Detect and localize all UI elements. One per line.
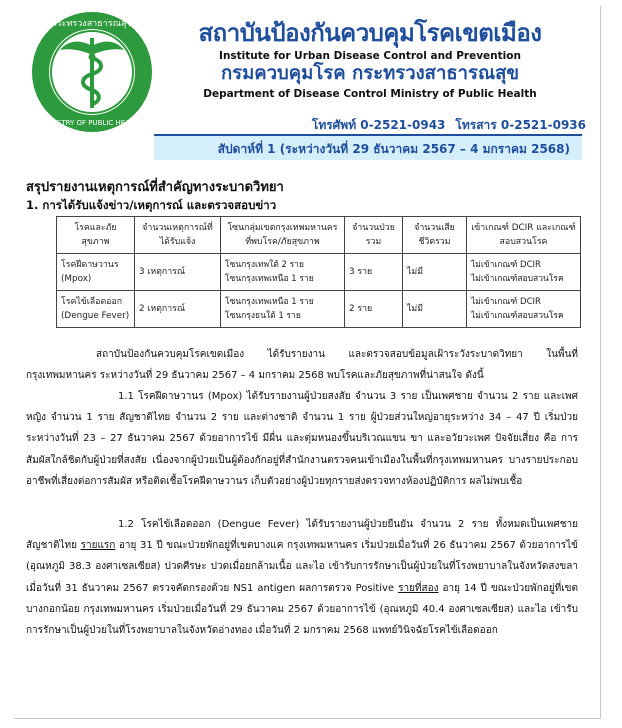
col-header-deaths: จำนวนเสียชีวิตรวม xyxy=(403,217,467,254)
criteria-line: ไม่เข้าเกณฑ์ DCIR xyxy=(471,260,541,270)
table-header-row xyxy=(57,217,581,254)
intro-text: สถาบันป้องกันควบคุมโรคเขตเมือง ได้รับรายงาน และตรวจสอบข้อมูลเฝ้าระวังระบาดวิทยา ในพื้นที่กรุงเทพมหานคร ระหว่างวันที่ 29 ธันวาคม 2567 – 4 มกราคม 2568 พบโรคและภัยสุขภาพที่น่าสนใจ ดังนี้ xyxy=(26,349,578,382)
org-name-th: สถาบันป้องกันควบคุมโรคเขตเมือง xyxy=(198,19,542,47)
contact-line xyxy=(302,116,586,135)
table-row xyxy=(57,291,581,328)
col-header-zone: โซนกลุ่มเขตกรุงเทพมหานครที่พบโรค/ภัยสุขภาพ xyxy=(221,217,345,254)
cell-cases: 3 ราย xyxy=(345,254,403,291)
zone-line: โซนกรุงธนใต้ 1 ราย xyxy=(225,311,301,321)
col-header-disease: โรคและภัยสุขภาพ xyxy=(57,217,135,254)
cell-zone xyxy=(221,291,345,328)
zone-line: โซนกรุงเทพเหนือ 1 ราย xyxy=(225,274,314,284)
col-header-events: จำนวนเหตุการณ์ที่ได้รับแจ้ง xyxy=(135,217,221,254)
zone-line: โซนกรุงเทพเหนือ 1 ราย xyxy=(225,297,314,307)
criteria-line: ไม่เข้าเกณฑ์ DCIR xyxy=(471,297,541,307)
cell-events: 2 เหตุการณ์ xyxy=(135,291,221,328)
dept-name-en: Department of Disease Control Ministry of Public Health xyxy=(203,88,537,100)
criteria-line: ไม่เข้าเกณฑ์สอบสวนโรค xyxy=(471,274,564,284)
disease-name: โรคฝีดาษวานร xyxy=(61,260,119,270)
dept-name-th: กรมควบคุมโรค กระทรวงสาธารณสุข xyxy=(220,63,520,84)
report-title: สรุปรายงานเหตุการณ์ที่สำคัญทางระบาดวิทยา xyxy=(26,180,284,195)
dengue-paragraph xyxy=(26,514,578,641)
disease-name-en: (Dengue Fever) xyxy=(61,311,130,321)
first-case-label: รายแรก xyxy=(80,540,116,552)
col-header-cases: จำนวนป่วยรวม xyxy=(345,217,403,254)
event-summary-table xyxy=(56,216,581,328)
disease-name: โรคไข้เลือดออก xyxy=(61,297,123,307)
cell-criteria xyxy=(467,291,581,328)
cell-zone xyxy=(221,254,345,291)
org-name-en: Institute for Urban Disease Control and Prevention xyxy=(219,50,521,62)
section-1-title: 1. การได้รับแจ้งข่าว/เหตุการณ์ และตรวจสอบข่าว xyxy=(26,198,277,212)
cell-events: 3 เหตุการณ์ xyxy=(135,254,221,291)
intro-paragraph xyxy=(26,344,578,386)
disease-name-en: (Mpox) xyxy=(61,274,92,284)
cell-deaths: ไม่มี xyxy=(403,254,467,291)
cell-deaths: ไม่มี xyxy=(403,291,467,328)
cell-cases: 2 ราย xyxy=(345,291,403,328)
dengue-text: อายุ 31 ปี ขณะป่วยพักอยู่ที่เขตบางแค กรุงเทพมหานคร เริ่มป่วยเมื่อวันที่ 26 ธันวาคม 2567 ด้วยอาการไข้ (อุณหภูมิ 38.3 องศาเซลเซียส) ปวดศีรษะ ปวดเมื่อยกล้ามเนื้อ และไอ เข้ารับการรักษาเป็นผู้ป่วยในที่โรงพยาบาลในจังหวัดสงขลา เมื่อวันที่ 31 ธันวาคม 2567 ตรวจคัดกรองด้วย NS1 antigen ผลการตรวจ Positive xyxy=(26,540,578,594)
table-row xyxy=(57,254,581,291)
ministry-logo xyxy=(30,10,154,134)
criteria-line: ไม่เข้าเกณฑ์สอบสวนโรค xyxy=(471,311,564,321)
zone-line: โซนกรุงเทพใต้ 2 ราย xyxy=(225,260,304,270)
svg-text:กระทรวงสาธารณสุข: กระทรวงสาธารณสุข xyxy=(51,19,133,29)
cell-disease xyxy=(57,291,135,328)
dengue-text: อายุ 14 ปี ขณะป่วยพักอยู่ที่เขตบางกอกน้อย กรุงเทพมหานคร เริ่มป่วยเมื่อวันที่ 29 ธันวาคม 2567 ด้วยอาการไข้ (อุณหภูมิ 40.4 องศาเซลเซียส) และไอ เข้ารับการรักษาเป็นผู้ป่วยในที่โรงพยาบาลในจังหวัดอ่างทอง เมื่อวันที่ 2 มกราคม 2568 แพทย์วินิจฉัยโรคไข้เลือดออก xyxy=(26,582,578,637)
svg-text:MINISTRY OF PUBLIC HEALTH: MINISTRY OF PUBLIC HEALTH xyxy=(41,119,143,127)
col-header-criteria: เข้าเกณฑ์ DCIR และเกณฑ์สอบสวนโรค xyxy=(467,217,581,254)
second-case-label: รายที่สอง xyxy=(398,582,439,594)
cell-criteria xyxy=(467,254,581,291)
phone-number: โทรศัพท์ 0-2521-0943 xyxy=(311,118,446,132)
mpox-paragraph xyxy=(26,386,578,492)
week-banner xyxy=(154,134,582,160)
week-range: สัปดาห์ที่ 1 (ระหว่างวันที่ 29 ธันวาคม 2567 – 4 มกราคม 2568) xyxy=(217,142,570,156)
cell-disease xyxy=(57,254,135,291)
dengue-text: 1.2 โรคไข้เลือดออก (Dengue Fever) ได้รับรายงานผู้ป่วยยืนยัน จำนวน 2 ราย ทั้งหมดเป็นเพศชาย สัญชาติไทย xyxy=(26,519,578,552)
fax-number: โทรสาร 0-2521-0936 xyxy=(455,118,586,132)
mpox-text: 1.1 โรคฝีดาษวานร (Mpox) ได้รับรายงานผู้ป่วยสงสัย จำนวน 3 ราย เป็นเพศชาย จำนวน 2 ราย และเพศหญิง จำนวน 1 ราย สัญชาติไทย จำนวน 2 ราย และต่างชาติ จำนวน 1 ราย ผู้ป่วยส่วนใหญ่อายุระหว่าง 34 – 47 ปี เริ่มป่วยระหว่างวันที่ 23 – 27 ธันวาคม 2567 ด้วยอาการไข้ มีผื่น และตุ่มหนองขึ้นบริเวณแขน ขา และอวัยวะเพศ ปัจจัยเสี่ยง คือ การสัมผัสใกล้ชิดกับผู้ป่วยที่สงสัย เนื่องจากผู้ป่วยเป็นผู้ต้องกักอยู่ที่สำนักงานตรวจคนเข้าเมืองในพื้นที่กรุงเทพมหานคร บางรายประกอบอาชีพที่เสี่ยงต่อการสัมผัส หรือติดเชื้อโรคฝีดาษวานร เก็บตัวอย่างผู้ป่วยทุกรายส่งตรวจทางห้องปฏิบัติการ ผลไม่พบเชื้อ xyxy=(26,391,578,487)
